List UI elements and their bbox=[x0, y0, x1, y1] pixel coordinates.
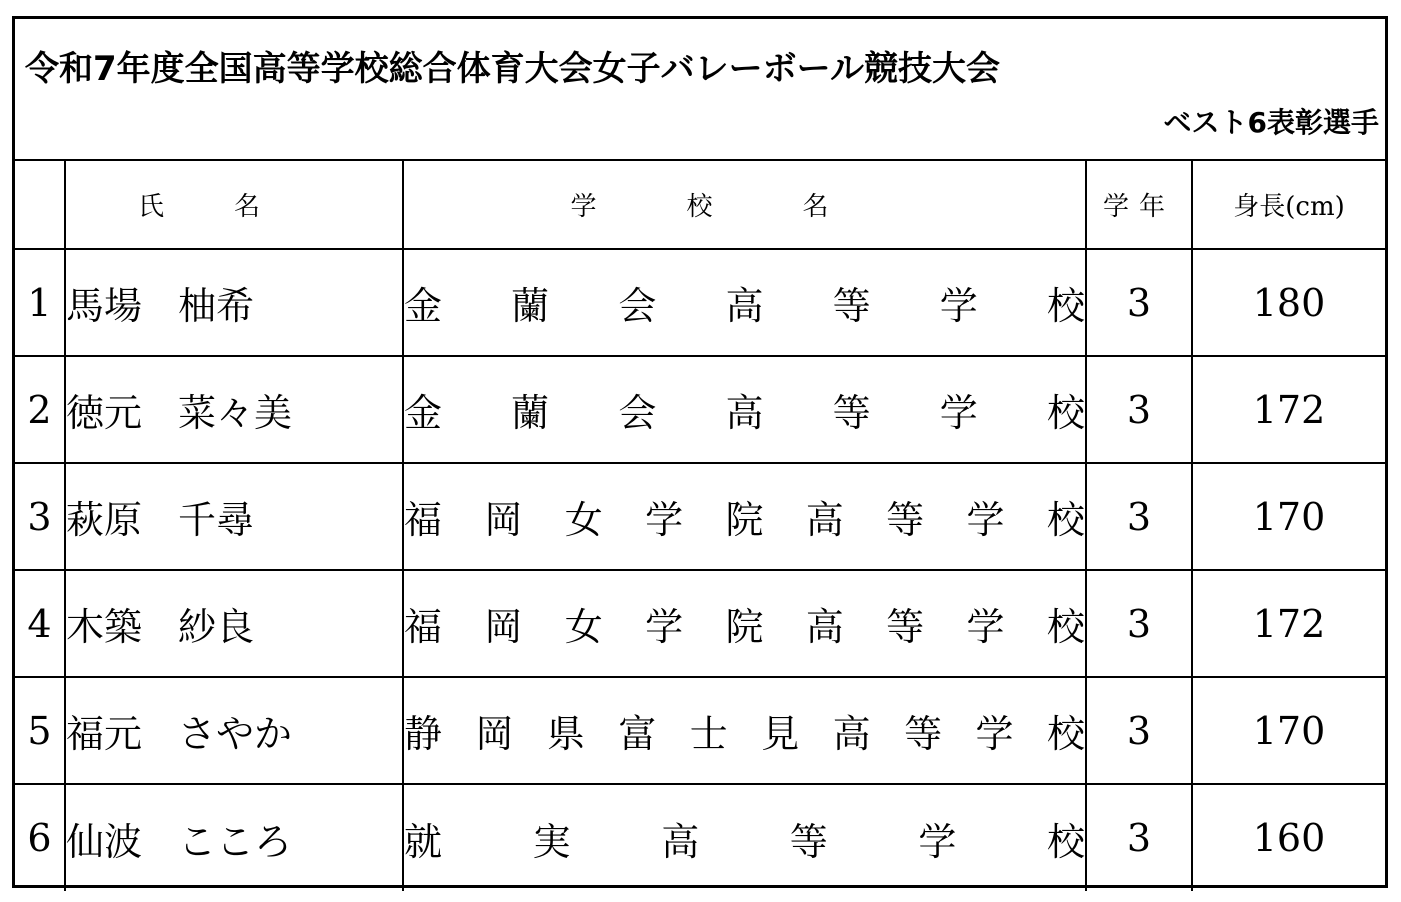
player-name bbox=[65, 356, 403, 463]
school-char: 蘭 bbox=[511, 284, 550, 328]
school-char: 等 bbox=[904, 712, 943, 756]
row-number: 3 bbox=[15, 463, 65, 570]
title-box bbox=[15, 19, 1385, 161]
grade: 3 bbox=[1086, 570, 1192, 677]
school-char: 校 bbox=[1046, 498, 1085, 542]
school-char: 静 bbox=[404, 712, 443, 756]
school-char: 学 bbox=[645, 605, 684, 649]
height: 160 bbox=[1192, 784, 1385, 891]
school-char: 会 bbox=[618, 391, 657, 435]
school-char: 見 bbox=[761, 712, 800, 756]
school-char: 岡 bbox=[484, 605, 523, 649]
player-surname: 馬場 bbox=[66, 284, 143, 328]
page-title: 令和7年度全国高等学校総合体育大会女子バレーボール競技大会 bbox=[25, 49, 1000, 89]
height: 172 bbox=[1192, 356, 1385, 463]
school-char: 会 bbox=[618, 284, 657, 328]
school-name-text bbox=[404, 489, 1085, 544]
school-char: 高 bbox=[661, 819, 700, 864]
school-name bbox=[403, 356, 1086, 463]
school-char: 学 bbox=[645, 498, 684, 542]
header-school: 学校名 bbox=[403, 161, 1086, 249]
school-char: 高 bbox=[805, 498, 844, 542]
school-char: 校 bbox=[1046, 712, 1085, 756]
player-name bbox=[65, 784, 403, 891]
school-char: 女 bbox=[564, 498, 603, 542]
page-subtitle: ベスト6表彰選手 bbox=[1163, 106, 1379, 139]
school-char: 学 bbox=[918, 819, 957, 864]
table-row bbox=[15, 249, 1385, 356]
table-header-row bbox=[15, 161, 1385, 249]
grade: 3 bbox=[1086, 249, 1192, 356]
player-given-name: さやか bbox=[178, 712, 293, 756]
school-char: 高 bbox=[725, 284, 764, 328]
header-no bbox=[15, 161, 65, 249]
school-char: 学 bbox=[939, 391, 978, 435]
school-char: 等 bbox=[789, 819, 828, 864]
table-row bbox=[15, 463, 1385, 570]
grade: 3 bbox=[1086, 463, 1192, 570]
player-table bbox=[15, 161, 1385, 891]
award-sheet bbox=[12, 16, 1388, 888]
school-char: 県 bbox=[546, 712, 585, 756]
school-char: 岡 bbox=[475, 712, 514, 756]
header-grade: 学年 bbox=[1086, 161, 1192, 249]
school-char: 福 bbox=[404, 605, 443, 649]
grade: 3 bbox=[1086, 784, 1192, 891]
height: 170 bbox=[1192, 677, 1385, 784]
table-row bbox=[15, 784, 1385, 891]
school-char: 士 bbox=[689, 712, 728, 756]
row-number: 1 bbox=[15, 249, 65, 356]
height: 180 bbox=[1192, 249, 1385, 356]
row-number: 2 bbox=[15, 356, 65, 463]
row-number: 6 bbox=[15, 784, 65, 891]
school-char: 高 bbox=[725, 391, 764, 435]
player-name bbox=[65, 249, 403, 356]
player-name bbox=[65, 677, 403, 784]
height: 170 bbox=[1192, 463, 1385, 570]
school-char: 実 bbox=[532, 819, 571, 864]
player-surname: 木築 bbox=[66, 605, 143, 649]
school-char: 院 bbox=[725, 605, 764, 649]
school-char: 福 bbox=[404, 498, 443, 542]
grade: 3 bbox=[1086, 677, 1192, 784]
player-surname: 仙波 bbox=[66, 819, 143, 864]
player-given-name: 千尋 bbox=[178, 498, 255, 542]
player-given-name: 紗良 bbox=[178, 605, 255, 649]
school-char: 院 bbox=[725, 498, 764, 542]
player-surname: 徳元 bbox=[66, 391, 143, 435]
school-char: 学 bbox=[975, 712, 1014, 756]
school-char: 高 bbox=[832, 712, 871, 756]
row-number: 5 bbox=[15, 677, 65, 784]
school-char: 金 bbox=[404, 284, 443, 328]
player-name bbox=[65, 463, 403, 570]
school-name-text bbox=[404, 596, 1085, 651]
player-name bbox=[65, 570, 403, 677]
school-char: 就 bbox=[404, 819, 443, 864]
player-given-name: 菜々美 bbox=[178, 391, 293, 435]
player-surname: 萩原 bbox=[66, 498, 143, 542]
table-row bbox=[15, 356, 1385, 463]
player-given-name: 柚希 bbox=[178, 284, 255, 328]
school-name-text bbox=[404, 382, 1085, 437]
school-name bbox=[403, 677, 1086, 784]
school-char: 女 bbox=[564, 605, 603, 649]
grade: 3 bbox=[1086, 356, 1192, 463]
school-char: 高 bbox=[805, 605, 844, 649]
school-char: 等 bbox=[886, 605, 925, 649]
school-char: 学 bbox=[966, 498, 1005, 542]
school-name-text bbox=[404, 811, 1085, 866]
school-name bbox=[403, 570, 1086, 677]
row-number: 4 bbox=[15, 570, 65, 677]
school-name bbox=[403, 463, 1086, 570]
header-name: 氏名 bbox=[65, 161, 403, 249]
school-char: 校 bbox=[1046, 605, 1085, 649]
table-row bbox=[15, 570, 1385, 677]
school-char: 校 bbox=[1046, 819, 1085, 864]
school-char: 富 bbox=[618, 712, 657, 756]
header-height: 身長(cm) bbox=[1192, 161, 1385, 249]
player-surname: 福元 bbox=[66, 712, 143, 756]
school-name bbox=[403, 784, 1086, 891]
height: 172 bbox=[1192, 570, 1385, 677]
school-name bbox=[403, 249, 1086, 356]
school-char: 等 bbox=[832, 284, 871, 328]
school-char: 校 bbox=[1046, 284, 1085, 328]
school-name-text bbox=[404, 703, 1085, 758]
player-given-name: こころ bbox=[178, 819, 293, 864]
school-char: 岡 bbox=[484, 498, 523, 542]
table-row bbox=[15, 677, 1385, 784]
school-name-text bbox=[404, 275, 1085, 330]
school-char: 校 bbox=[1046, 391, 1085, 435]
school-char: 等 bbox=[886, 498, 925, 542]
school-char: 金 bbox=[404, 391, 443, 435]
school-char: 蘭 bbox=[511, 391, 550, 435]
school-char: 学 bbox=[966, 605, 1005, 649]
school-char: 学 bbox=[939, 284, 978, 328]
school-char: 等 bbox=[832, 391, 871, 435]
